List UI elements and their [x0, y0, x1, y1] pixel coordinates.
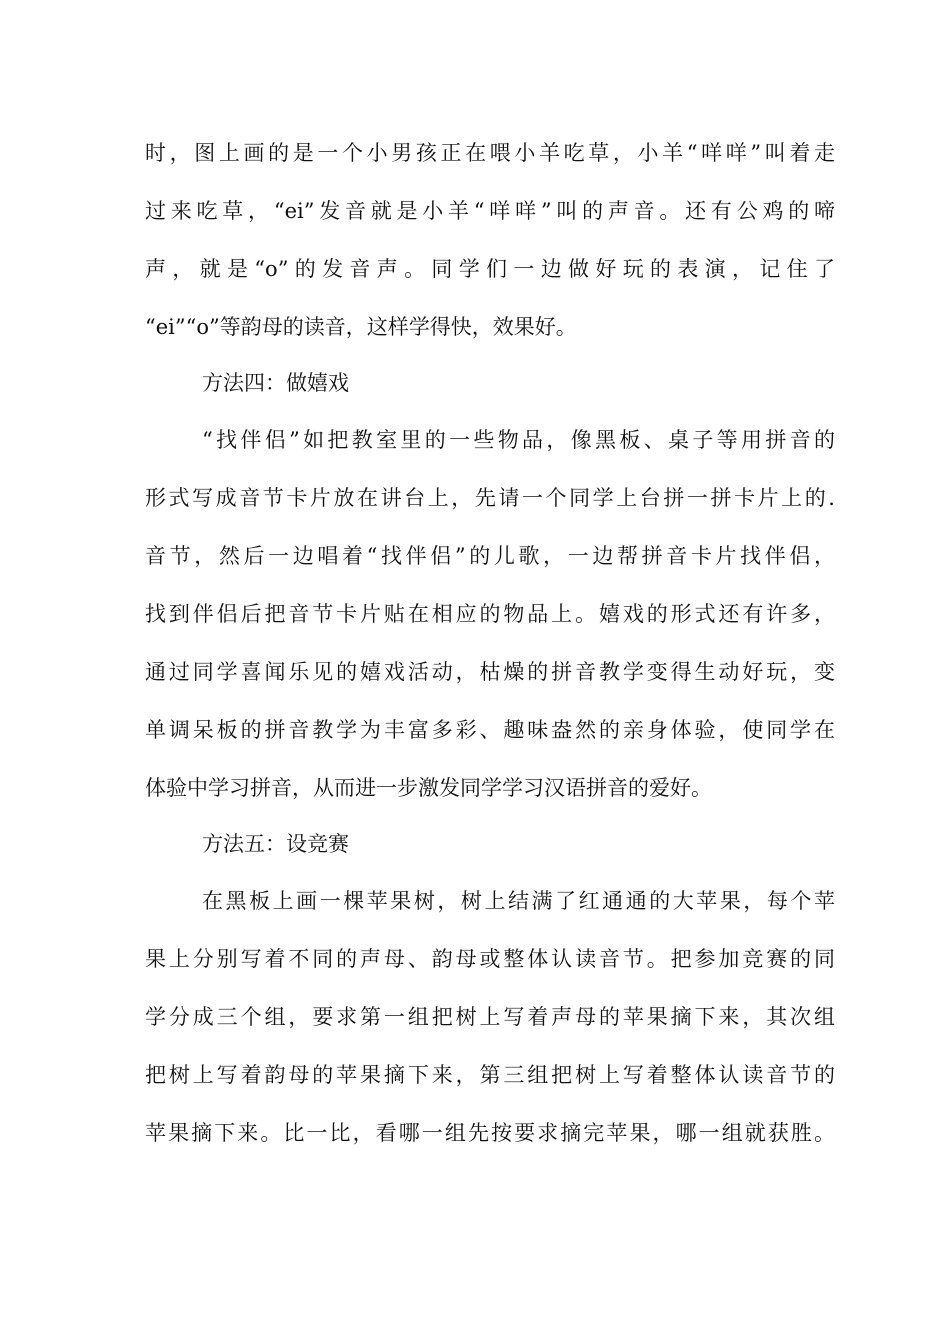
paragraph-line: 时，图上画的是一个小男孩正在喂小羊吃草，小羊“咩咩”叫着走: [145, 141, 835, 165]
paragraph-line: 找到伴侣后把音节卡片贴在相应的物品上。嬉戏的形式还有许多，: [145, 602, 835, 626]
paragraph-line: 体验中学习拼音，从而进一步激发同学学习汉语拼音的爱好。: [145, 776, 712, 800]
paragraph-line: “ei”“o”等韵母的读音，这样学得快，效果好。: [145, 315, 577, 339]
paragraph-line: 音节，然后一边唱着“找伴侣”的儿歌，一边帮拼音卡片找伴侣，: [145, 544, 835, 568]
paragraph-line: “找伴侣”如把教室里的一些物品，像黑板、桌子等用拼音的: [202, 428, 835, 452]
section-heading: 方法四：做嬉戏: [202, 371, 349, 395]
paragraph-line: 通过同学喜闻乐见的嬉戏活动，枯燥的拼音教学变得生动好玩，变: [145, 660, 835, 684]
paragraph-line: 果上分别写着不同的声母、韵母或整体认读音节。把参加竞赛的同: [145, 947, 835, 971]
paragraph-line: 形式写成音节卡片放在讲台上，先请一个同学上台拼一拼卡片上的.: [145, 486, 835, 510]
paragraph-line: 把树上写着韵母的苹果摘下来，第三组把树上写着整体认读音节的: [145, 1063, 835, 1087]
paragraph-line: 在黑板上画一棵苹果树，树上结满了红通通的大苹果，每个苹: [202, 889, 835, 913]
paragraph-line: 过来吃草，“ei”发音就是小羊“咩咩”叫的声音。还有公鸡的啼: [145, 199, 835, 223]
paragraph-line: 单调呆板的拼音教学为丰富多彩、趣味盎然的亲身体验，使同学在: [145, 718, 835, 742]
paragraph-line: 学分成三个组，要求第一组把树上写着声母的苹果摘下来，其次组: [145, 1005, 835, 1029]
paragraph-line: 苹果摘下来。比一比，看哪一组先按要求摘完苹果，哪一组就获胜。: [145, 1121, 835, 1145]
paragraph-line: 声，就是“o”的发音声。同学们一边做好玩的表演，记住了: [145, 257, 835, 281]
section-heading: 方法五：设竞赛: [202, 832, 349, 856]
